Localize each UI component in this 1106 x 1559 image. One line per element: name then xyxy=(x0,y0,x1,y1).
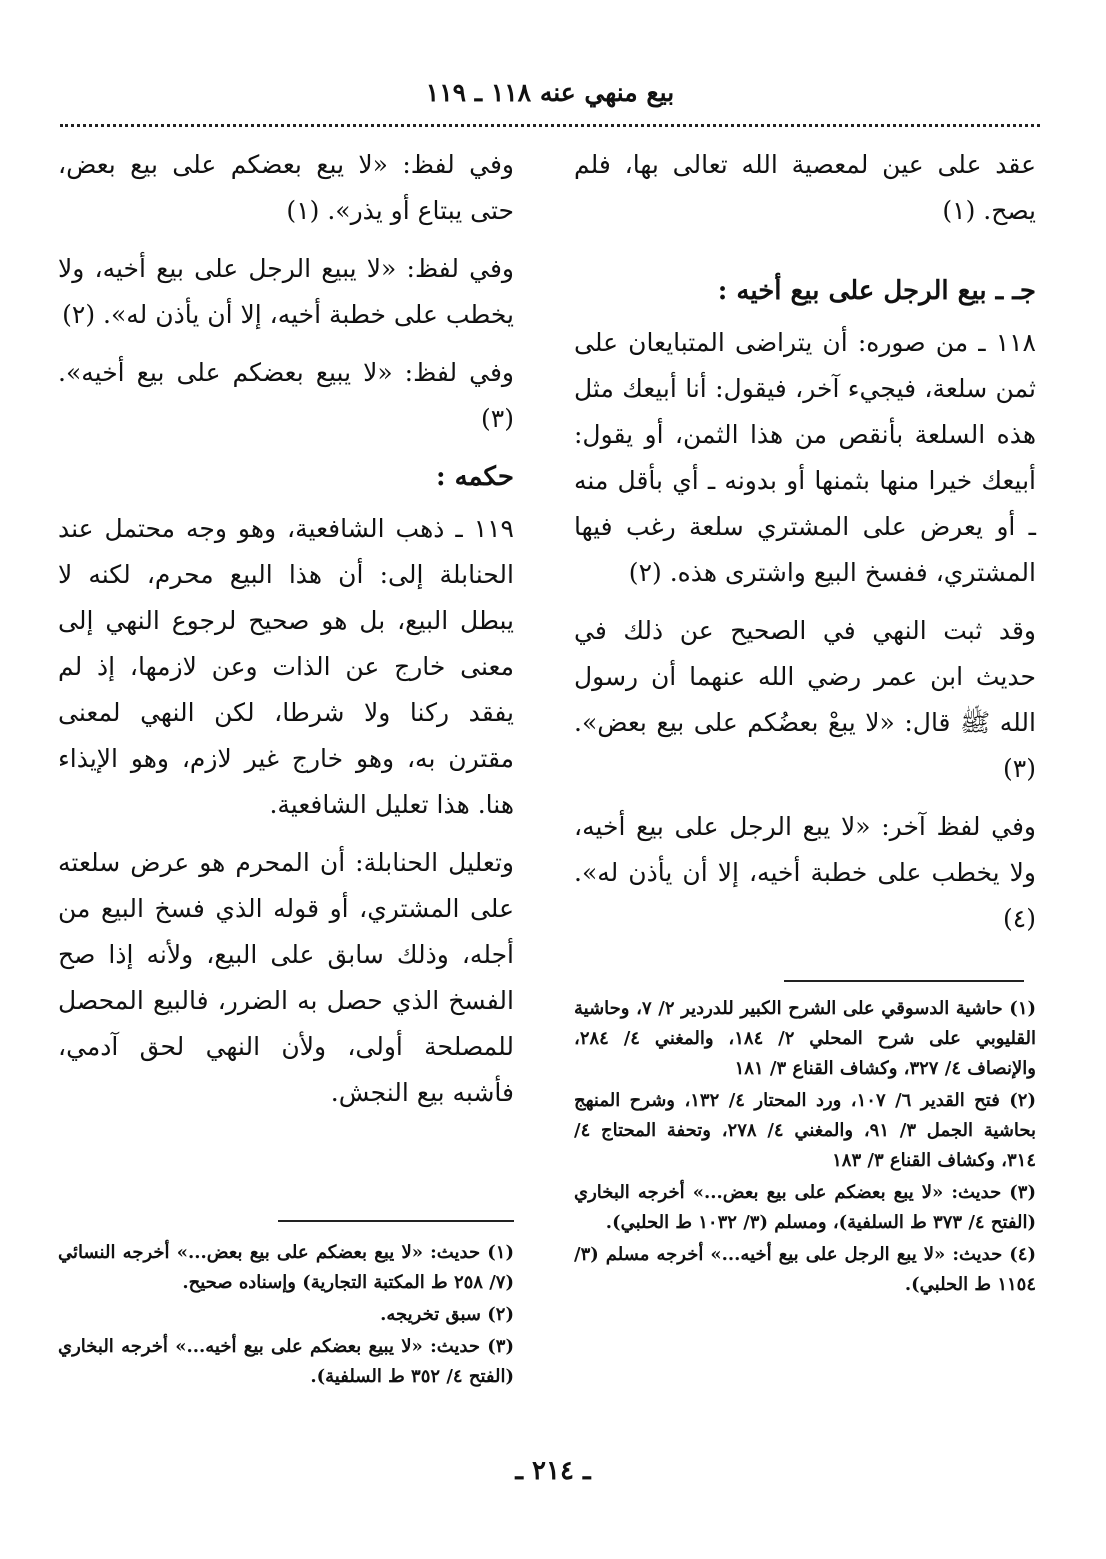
paragraph: ١١٨ ـ من صوره: أن يتراضى المتبايعان على ثمن سلعة، فيجيء آخر، فيقول: أنا أبيعك مثل هذه السلعة بأنقص من هذا الثمن، أو يقول: أبيعك خيرا منها بثمنها أو بدونه ـ أي بأقل منه ـ أو يعرض على المشتري سلعة رغب فيها المشتري، ففسخ البيع واشترى هذه. (٢) xyxy=(574,328,1036,587)
footnote: (١) حاشية الدسوقي على الشرح الكبير للدردير ٢/ ٧، وحاشية القليوبي على شرح المحلي ٢/ ١٨٤، والمغني ٤/ ٢٨٤، والإنصاف ٤/ ٣٢٧، وكشاف القناع ٣/ ١٨١ xyxy=(574,998,1037,1079)
paragraph: ١١٩ ـ ذهب الشافعية، وهو وجه محتمل عند الحنابلة إلى: أن هذا البيع محرم، لكنه لا يبطل البيع، بل هو صحيح لرجوع النهي إلى معنى خارج عن الذات وعن لازمها، إذ لم يفقد ركنا ولا شرطا، لكن النهي لمعنى مقترن به، وهو خارج غير لازم، وهو الإيذاء هنا. هذا تعليل الشافعية. xyxy=(58,514,514,819)
footnote-rule-left xyxy=(278,1220,514,1222)
left-column xyxy=(58,142,514,1128)
page-number: ـ ٢١٤ ـ xyxy=(515,1456,591,1486)
footnote-rule-right xyxy=(784,980,1024,982)
footnote: (١) حديث: «لا يبع بعضكم على بيع بعض...» أخرجه النسائي (٧/ ٢٥٨ ط المكتبة التجارية) وإسناده صحيح. xyxy=(58,1242,514,1293)
footnote: (٤) حديث: «لا يبع الرجل على بيع أخيه...» أخرجه مسلم (٣/ ١١٥٤ ط الحلبي). xyxy=(574,1244,1036,1295)
footnote: (٣) حديث: «لا يبيع بعضكم على بيع أخيه...» أخرجه البخاري (الفتح ٤/ ٣٥٢ ط السلفية). xyxy=(58,1336,514,1387)
footnotes-right xyxy=(574,994,1036,1302)
paragraph: وقد ثبت النهي في الصحيح عن ذلك في حديث ابن عمر رضي الله عنهما أن رسول الله ﷺ قال: «لا يبعْ بعضُكم على بيع بعض». (٣) xyxy=(574,616,1036,783)
right-column xyxy=(574,142,1036,954)
footnote: (٣) حديث: «لا يبع بعضكم على بيع بعض...» أخرجه البخاري (الفتح ٤/ ٣٧٣ ط السلفية)، ومسلم (٣/ ١٠٣٢ ط الحلبي). xyxy=(574,1182,1036,1233)
paragraph: وفي لفظ: «لا يبيع الرجل على بيع أخيه، ولا يخطب على خطبة أخيه، إلا أن يأذن له». (٢) xyxy=(58,254,514,329)
paragraph: وتعليل الحنابلة: أن المحرم هو عرض سلعته على المشتري، أو قوله الذي فسخ البيع من أجله، وذلك سابق على البيع، ولأنه إذا صح الفسخ الذي حصل به الضرر، فالبيع المحصل للمصلحة أولى، ولأن النهي لحق آدمي، فأشبه بيع النجش. xyxy=(58,848,514,1107)
footnotes-left xyxy=(58,1238,514,1394)
footnote: (٢) فتح القدير ٦/ ١٠٧، ورد المحتار ٤/ ١٣٢، وشرح المنهج بحاشية الجمل ٣/ ٩١، والمغني ٤/ ٢٧٨، وتحفة المحتاج ٤/ ٣١٤، وكشاف القناع ٣/ ١٨٣ xyxy=(574,1090,1037,1171)
paragraph: وفي لفظ: «لا يبع بعضكم على بيع بعض، حتى يبتاع أو يذر». (١) xyxy=(58,150,514,225)
footnote: (٢) سبق تخريجه. xyxy=(380,1304,514,1325)
section-heading: حكمه : xyxy=(435,462,514,492)
paragraph: وفي لفظ آخر: «لا يبع الرجل على بيع أخيه، ولا يخطب على خطبة أخيه، إلا أن يأذن له». (٤) xyxy=(574,812,1036,933)
paragraph: وفي لفظ: «لا يبيع بعضكم على بيع أخيه». (٣) xyxy=(58,358,514,433)
section-heading: جـ ـ بيع الرجل على بيع أخيه : xyxy=(717,276,1036,306)
running-header: بيع منهي عنه ١١٨ ـ ١١٩ xyxy=(425,78,675,107)
header-dotted-rule xyxy=(60,124,1040,127)
paragraph: عقد على عين لمعصية الله تعالى بها، فلم يصح. (١) xyxy=(574,150,1036,225)
